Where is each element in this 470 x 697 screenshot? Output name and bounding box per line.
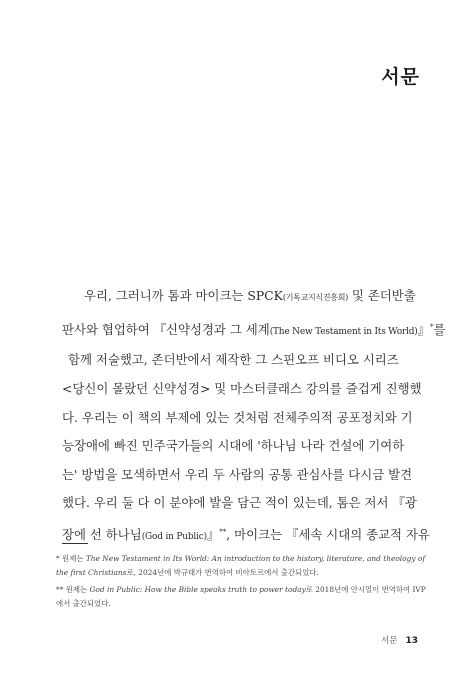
body-line-5: 다. 우리는 이 책의 부제에 있는 것처럼 전체주의적 공포정치와 기 <box>62 409 413 425</box>
body-line-6: 능장애에 빠진 민주국가들의 시대에 '하나님 나라 건설에 기여하 <box>62 438 405 454</box>
body-line-4: <당신이 몰랐던 신약성경> 및 마스터클래스 강의를 즐겁게 진행했 <box>62 380 422 396</box>
body-line-3: 함께 저술했고, 존더반에서 제작한 그 스핀오프 비디오 시리즈 <box>68 352 399 368</box>
page-number: 13 <box>405 636 418 646</box>
body-line-1: 우리, 그러니까 톰과 마이크는 SPCK(기독교지식진흥회) 및 존더반출 <box>84 288 416 303</box>
body-line-2: 판사와 협업하여 『신약성경과 그 세계(The New Testament in Its World)』*를 <box>62 321 446 337</box>
body-line-7: 는' 방법을 모색하면서 우리 두 사람의 공통 관심사를 다시금 발견 <box>62 466 413 482</box>
body-paragraph <box>62 282 446 552</box>
footnote-2: ** 원제는 God in Public: How the Bible speaks truth to power today로 2018년에 안시열이 번역하여 IVP에서 출간되었다. <box>56 585 426 608</box>
body-line-8: 했다. 우리 둘 다 이 분야에 발을 담근 적이 있는데, 톰은 저서 『광 <box>62 495 417 511</box>
running-footer <box>381 634 418 646</box>
footnote-divider <box>62 543 88 544</box>
footnote-ref-1: * <box>430 322 434 331</box>
body-line-9: 장에 선 하나님(God in Public)』**, 마이크는 『세속 시대의 종교적 자유 <box>62 527 430 542</box>
chapter-title: 서문 <box>381 66 420 88</box>
footnote-ref-2: ** <box>219 527 227 536</box>
footnotes <box>56 552 428 610</box>
footnote-1: * 원제는 The New Testament in Its World: An introduction to the history, literature, and theology of the first Christians로, 2024년에 박규태가 번역하여 비아토르에서 출간되었다. <box>56 554 426 577</box>
footer-section-title: 서문 <box>381 636 398 646</box>
